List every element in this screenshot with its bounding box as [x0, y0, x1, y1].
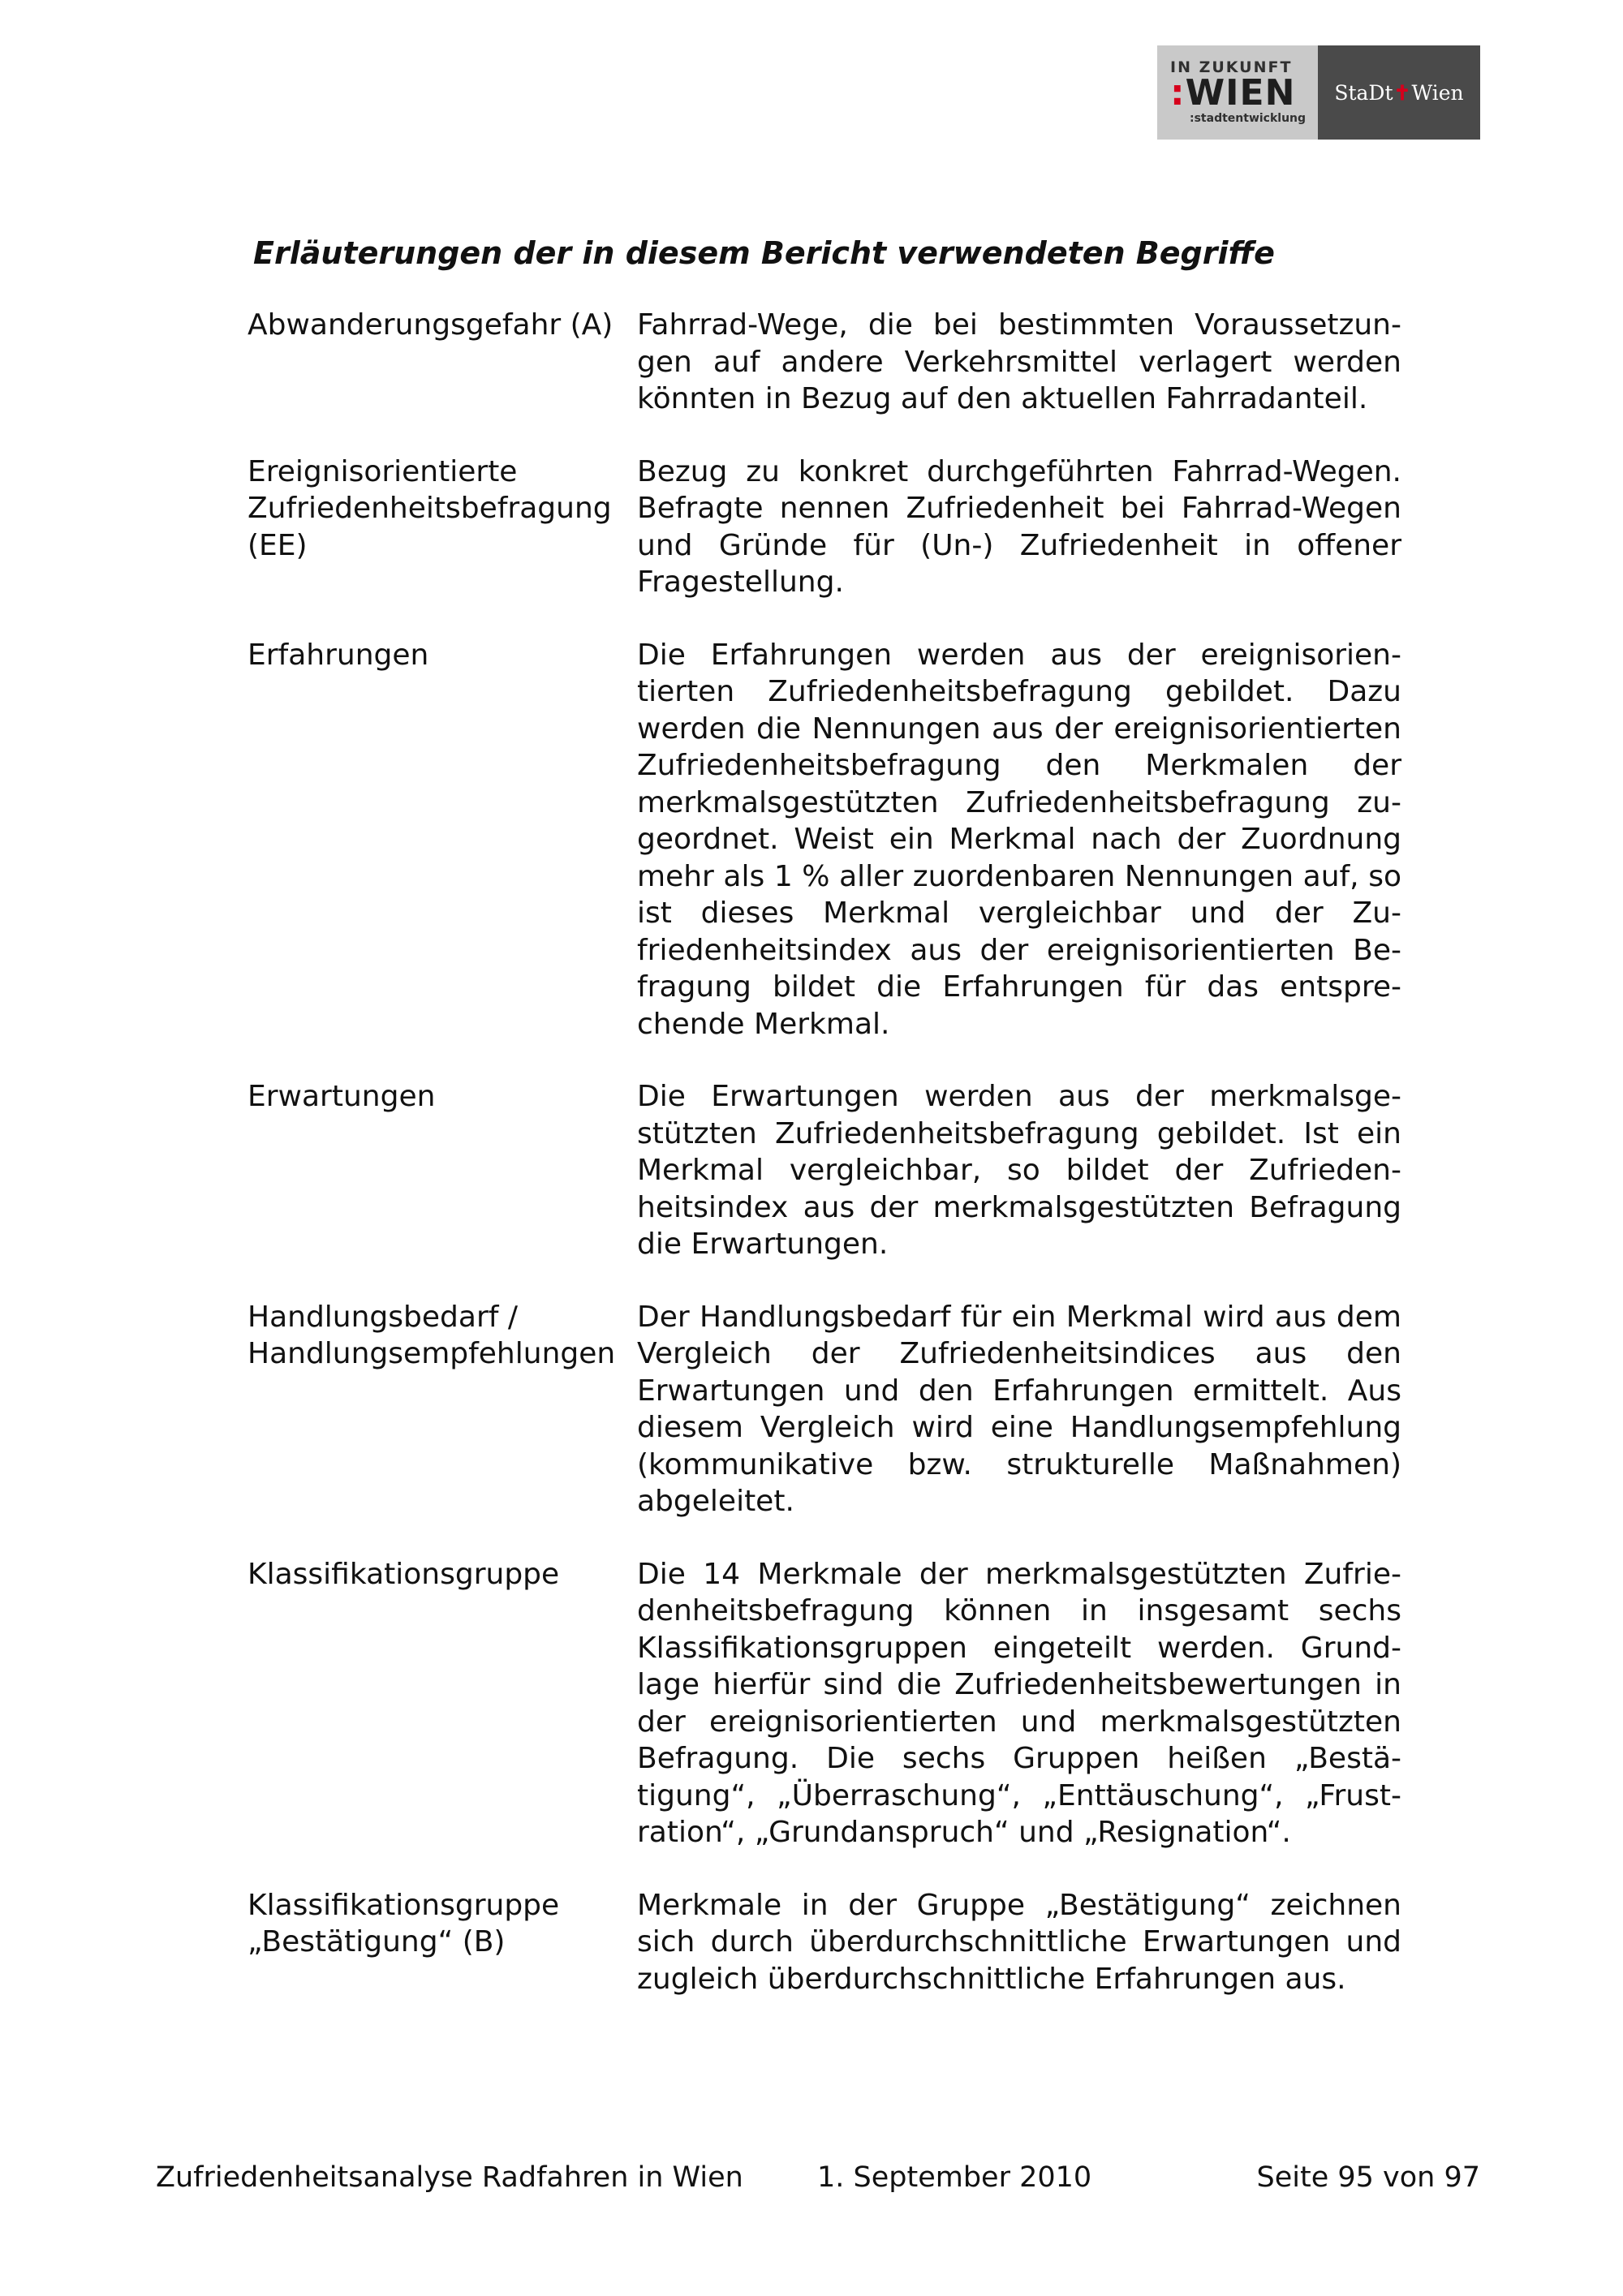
logo-wien: WIEN	[1185, 72, 1296, 114]
glossary-definition: Der Handlungsbedarf für ein Merkmal wird aus dem Vergleich der Zufriedenheitsindices aus den Erwartungen und den Erfahrungen ermittelt. Aus diesem Vergleich wird eine Handlungsempfehlung (kommunikative bzw. strukturelle Maßnahmen) abgeleitet.	[637, 1300, 1401, 1518]
glossary-term: Erwartungen	[248, 1080, 436, 1113]
glossary-entry	[248, 1299, 1401, 1520]
footer-page-number: Seite 95 von 97	[1256, 2161, 1480, 2194]
glossary-definition: Bezug zu konkret durchgeführten Fahrrad-Wegen. Befragte nennen Zufriedenheit bei Fahrrad-Wegen und Gründe für (Un-) Zufriedenheit in offener Fragestellung.	[637, 454, 1401, 599]
glossary-term: Abwanderungsgefahr (A)	[248, 308, 613, 342]
logo-stadt-wien	[1318, 45, 1480, 140]
glossary-entry	[248, 637, 1401, 1043]
page-title: Erläuterungen der in diesem Bericht verwendeten Begriffe	[253, 235, 1275, 271]
glossary-definition: Die Erfahrungen werden aus der ereignisorientierten Zufriedenheitsbefragung gebildet. Dazu werden die Nennungen aus der ereignisorientierten Zufriedenheitsbefragung den Merkmalen der merkmalsgestützten Zufriedenheitsbefragung zugeordnet. Weist ein Merkmal nach der Zuordnung mehr als 1 % aller zuordenbaren Nennungen auf, so ist dieses Merkmal vergleichbar und der Zufriedenheitsindex aus der ereignisorientierten Befragung bildet die Erfahrungen für das entsprechende Merkmal.	[637, 638, 1401, 1041]
glossary-term: Handlungsbedarf / Handlungsempfehlungen	[248, 1300, 616, 1370]
glossary-term: Klassifikationsgruppe „Bestätigung“ (B)	[248, 1888, 560, 1958]
logo	[1157, 45, 1480, 140]
glossary-entry	[248, 1078, 1401, 1263]
logo-line-2	[1170, 72, 1296, 114]
glossary-definition: Die 14 Merkmale der merkmalsgestützten Zufriedenheitsbefragung können in insgesamt sechs Klassifikationsgruppen eingeteilt werden. Grundlage hierfür sind die Zufriedenheitsbewertungen in der ereignisorientierten und merkmalsgestützten Befragung. Die sechs Gruppen heißen „Bestätigung“, „Überraschung“, „Enttäuschung“, „Frustration“, „Grundanspruch“ und „Resignation“.	[637, 1557, 1401, 1849]
glossary-definition: Die Erwartungen werden aus der merkmalsgestützten Zufriedenheitsbefragung gebildet. Ist ein Merkmal vergleichbar, so bildet der Zufriedenheitsindex aus der merkmalsgestützten Befragung die Erwartungen.	[637, 1080, 1401, 1261]
glossary-definition: Fahrrad-Wege, die bei bestimmten Voraussetzungen auf andere Verkehrsmittel verlagert werden könnten in Bezug auf den aktuellen Fahrradanteil.	[637, 308, 1401, 415]
glossary-term: Ereignisorientierte Zufriedenheitsbefragung (EE)	[248, 454, 612, 562]
glossary-entry	[248, 1887, 1401, 1998]
glossary	[248, 307, 1401, 2033]
logo-line-3: :stadtentwicklung	[1190, 112, 1307, 125]
glossary-term: Klassifikationsgruppe	[248, 1557, 560, 1591]
glossary-term: Erfahrungen	[248, 638, 429, 672]
logo-stadtentwicklung	[1157, 45, 1318, 140]
footer-title: Zufriedenheitsanalyse Radfahren in Wien	[156, 2161, 743, 2194]
logo-accent: :	[1170, 72, 1186, 114]
footer-date: 1. September 2010	[817, 2161, 1092, 2194]
glossary-entry	[248, 307, 1401, 418]
logo-cross-icon: ✝	[1393, 80, 1411, 105]
glossary-entry	[248, 454, 1401, 601]
logo-wien-city: Wien	[1411, 80, 1464, 105]
glossary-entry	[248, 1556, 1401, 1851]
logo-line-1: IN ZUKUNFT	[1170, 58, 1293, 76]
logo-stadt: StaDt	[1334, 80, 1393, 105]
glossary-definition: Merkmale in der Gruppe „Bestätigung“ zeichnen sich durch überdurchschnittliche Erwartungen und zugleich überdurchschnittliche Erfahrungen aus.	[637, 1888, 1401, 1996]
